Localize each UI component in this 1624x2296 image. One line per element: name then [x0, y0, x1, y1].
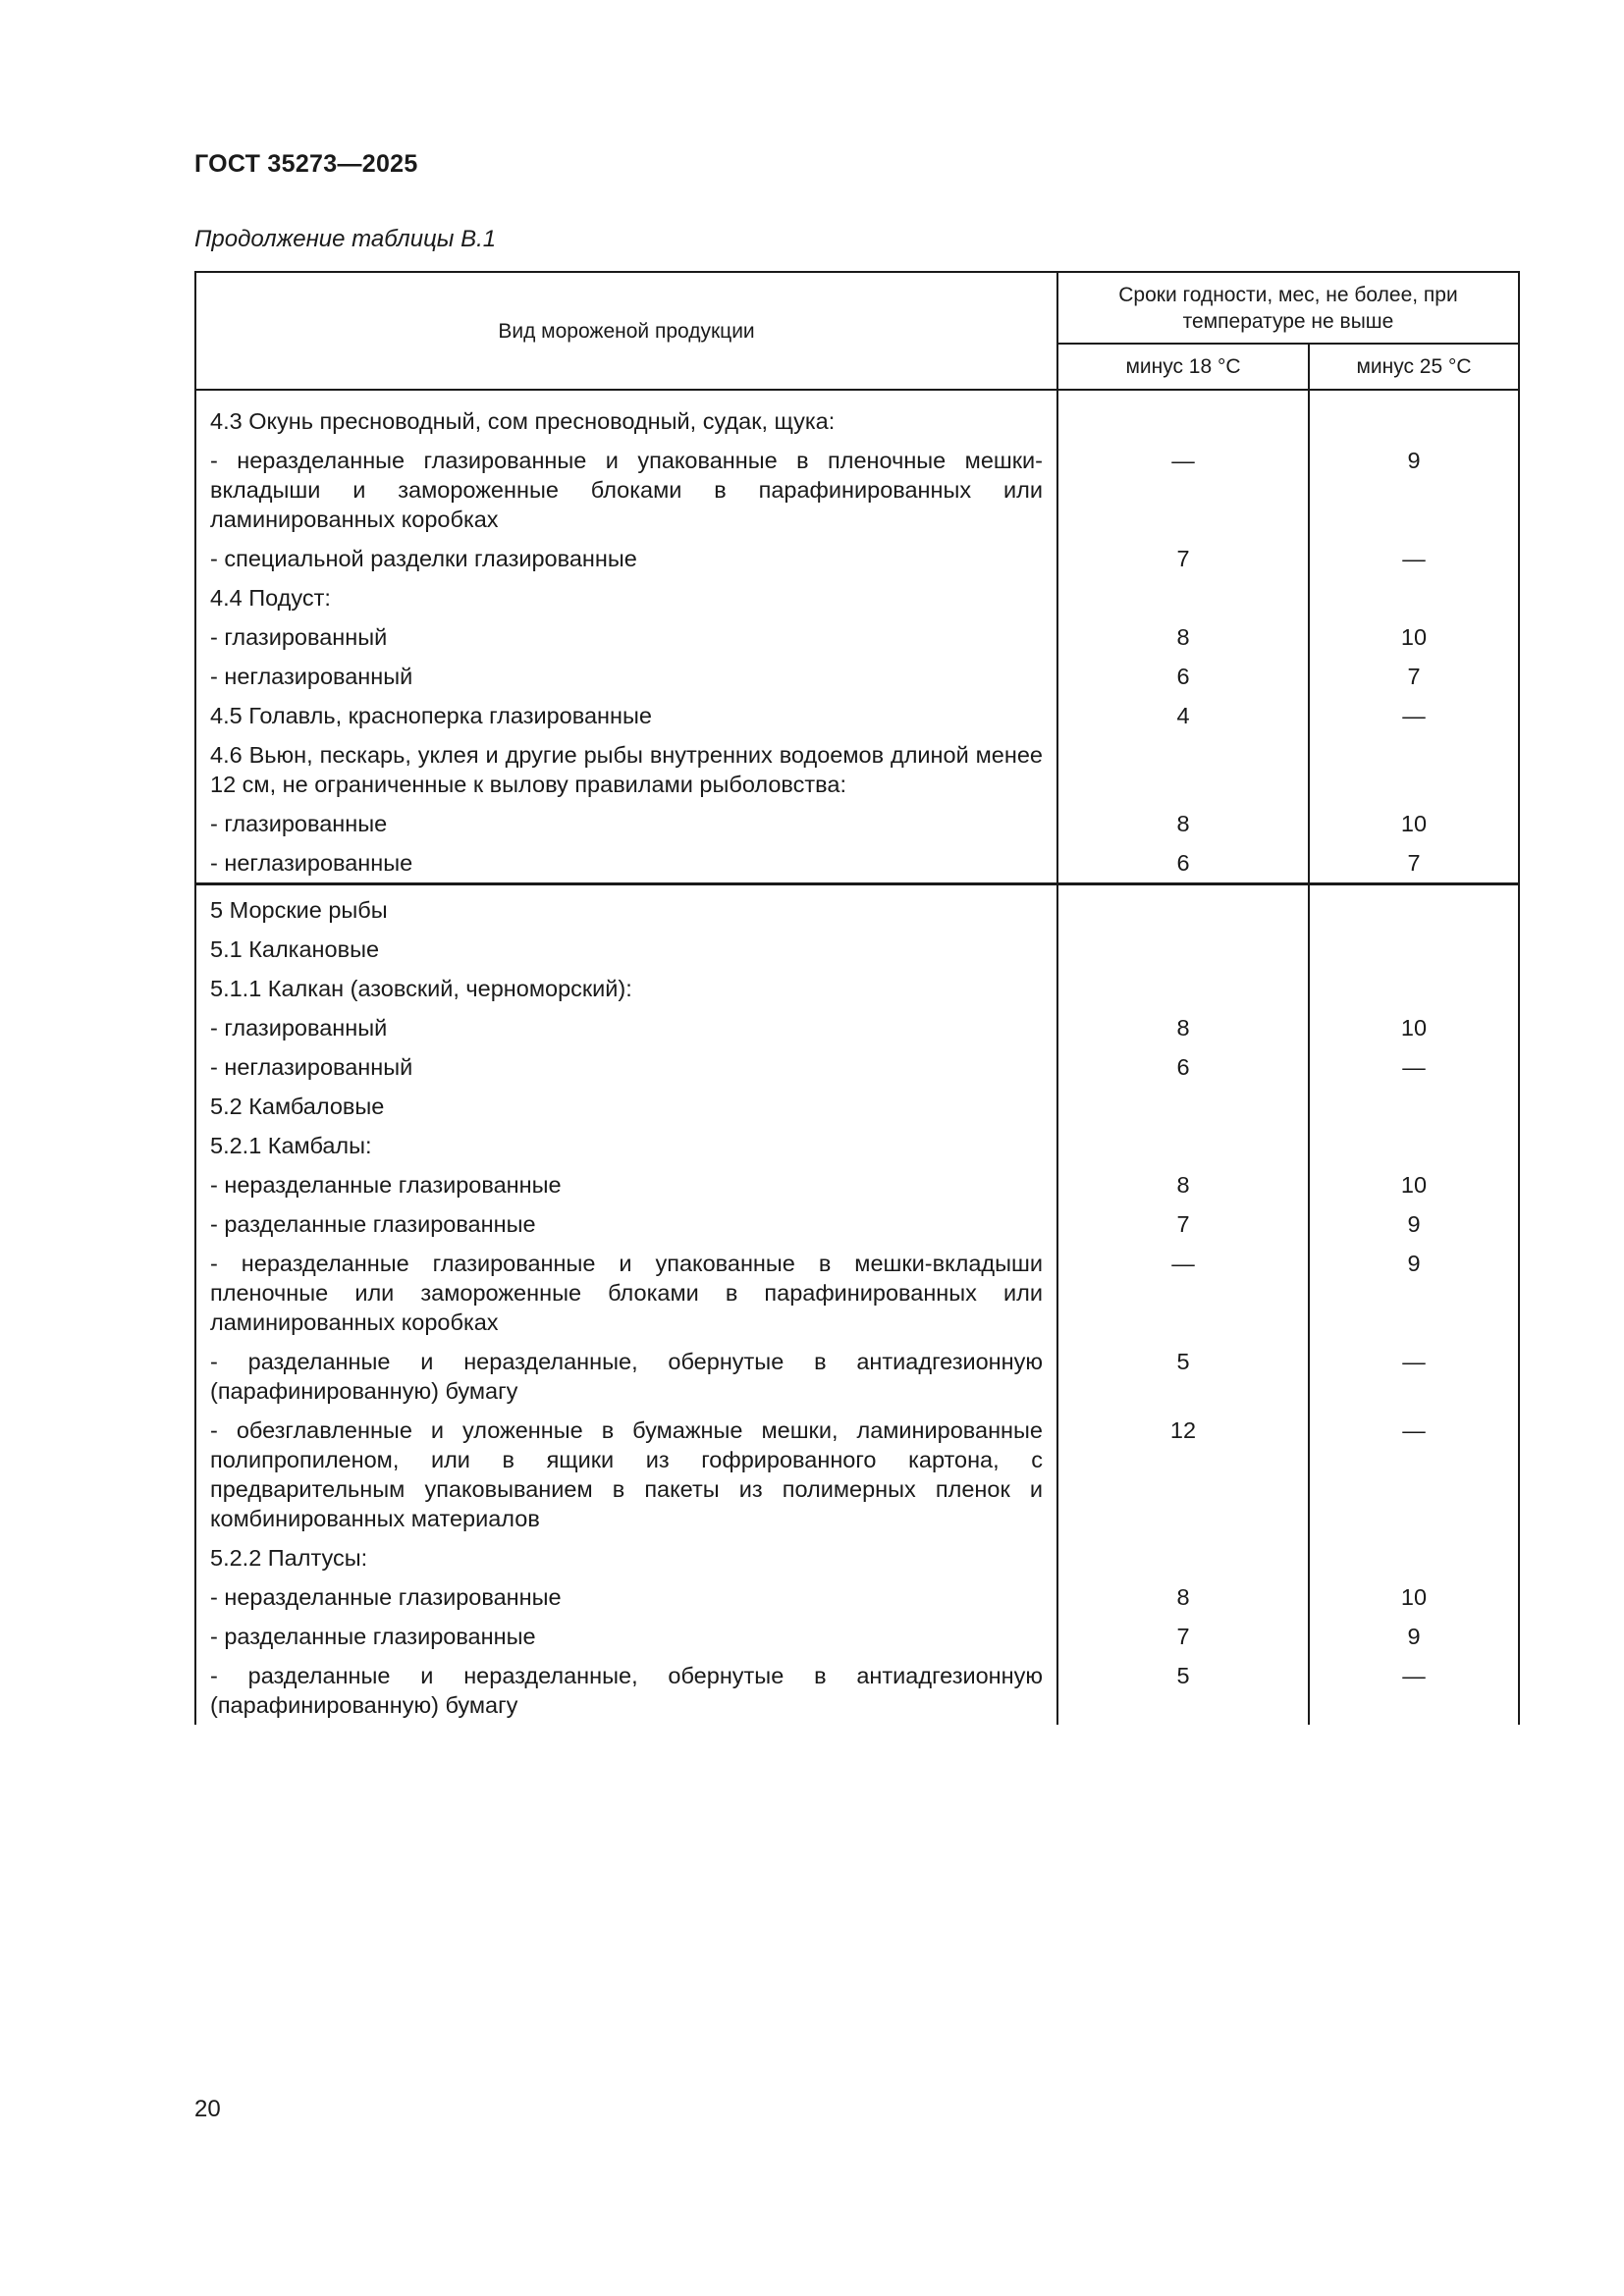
- product-name-cell: 5.2.2 Палтусы:: [195, 1538, 1057, 1577]
- shelf-life-minus-25-cell: —: [1309, 539, 1519, 578]
- table-row: [195, 884, 1519, 931]
- product-name-cell: 4.5 Голавль, красноперка глазированные: [195, 696, 1057, 735]
- shelf-life-minus-25-cell: [1309, 1538, 1519, 1577]
- table-row: [195, 1538, 1519, 1577]
- shelf-life-minus-25-cell: 10: [1309, 804, 1519, 843]
- table-row: [195, 1087, 1519, 1126]
- table-row: [195, 930, 1519, 969]
- table-row: [195, 1244, 1519, 1342]
- table-caption: Продолжение таблицы В.1: [194, 226, 497, 252]
- product-name-cell: - глазированный: [195, 617, 1057, 657]
- table-row: [195, 617, 1519, 657]
- shelf-life-minus-25-cell: [1309, 884, 1519, 931]
- table-row: [195, 969, 1519, 1008]
- shelf-life-minus-18-cell: [1057, 578, 1309, 617]
- shelf-life-minus-25-cell: —: [1309, 1411, 1519, 1538]
- header-minus-25: минус 25 °С: [1309, 344, 1519, 390]
- shelf-life-minus-18-cell: 8: [1057, 804, 1309, 843]
- product-name-cell: 5.1 Калкановые: [195, 930, 1057, 969]
- product-name-cell: - разделанные глазированные: [195, 1617, 1057, 1656]
- table-row: [195, 1165, 1519, 1204]
- product-name-cell: 5.1.1 Калкан (азовский, черноморский):: [195, 969, 1057, 1008]
- shelf-life-minus-25-cell: —: [1309, 1656, 1519, 1725]
- shelf-life-minus-18-cell: [1057, 1126, 1309, 1165]
- product-name-cell: - неразделанные глазированные: [195, 1577, 1057, 1617]
- shelf-life-minus-25-cell: [1309, 1087, 1519, 1126]
- shelf-life-minus-18-cell: 8: [1057, 617, 1309, 657]
- table-header: [195, 272, 1519, 390]
- table-row: [195, 804, 1519, 843]
- shelf-life-minus-25-cell: 9: [1309, 1617, 1519, 1656]
- table-row: [195, 735, 1519, 804]
- product-name-cell: 4.4 Подуст:: [195, 578, 1057, 617]
- product-name-cell: 5 Морские рыбы: [195, 884, 1057, 931]
- shelf-life-minus-18-cell: [1057, 969, 1309, 1008]
- product-name-cell: - глазированный: [195, 1008, 1057, 1047]
- table-row: [195, 441, 1519, 539]
- product-name-cell: - специальной разделки глазированные: [195, 539, 1057, 578]
- shelf-life-minus-18-cell: 6: [1057, 843, 1309, 884]
- table-row: [195, 539, 1519, 578]
- table-row: [195, 1008, 1519, 1047]
- shelf-life-minus-25-cell: [1309, 969, 1519, 1008]
- shelf-life-minus-18-cell: 8: [1057, 1577, 1309, 1617]
- document-code: ГОСТ 35273—2025: [194, 150, 418, 178]
- product-name-cell: - разделанные и неразделанные, обернутые в антиадгезионную (парафинированную) бумагу: [195, 1342, 1057, 1411]
- shelf-life-minus-25-cell: 9: [1309, 1204, 1519, 1244]
- table-row: [195, 843, 1519, 884]
- product-name-cell: - глазированные: [195, 804, 1057, 843]
- product-name-cell: 4.6 Вьюн, пескарь, уклея и другие рыбы внутренних водоемов длиной менее 12 см, не ограниченные к вылову правилами рыболовства:: [195, 735, 1057, 804]
- table-body: [195, 390, 1519, 1725]
- shelf-life-minus-18-cell: —: [1057, 441, 1309, 539]
- shelf-life-minus-18-cell: 8: [1057, 1008, 1309, 1047]
- shelf-life-minus-18-cell: 12: [1057, 1411, 1309, 1538]
- shelf-life-minus-25-cell: 10: [1309, 1165, 1519, 1204]
- product-name-cell: - неразделанные глазированные и упакованные в мешки-вкладыши пленочные или замороженные блоками в парафинированных или ламинированных коробках: [195, 1244, 1057, 1342]
- shelf-life-minus-18-cell: [1057, 390, 1309, 441]
- shelf-life-minus-25-cell: 9: [1309, 441, 1519, 539]
- shelf-life-minus-25-cell: [1309, 390, 1519, 441]
- shelf-life-minus-25-cell: —: [1309, 696, 1519, 735]
- shelf-life-minus-18-cell: 7: [1057, 539, 1309, 578]
- table-row: [195, 578, 1519, 617]
- shelf-life-minus-18-cell: [1057, 930, 1309, 969]
- header-shelf-life: Сроки годности, мес, не более, при температуре не выше: [1057, 272, 1519, 344]
- table-row: [195, 1204, 1519, 1244]
- header-product-kind: Вид мороженой продукции: [195, 272, 1057, 390]
- shelf-life-minus-25-cell: 9: [1309, 1244, 1519, 1342]
- table-row: [195, 696, 1519, 735]
- shelf-life-minus-25-cell: —: [1309, 1047, 1519, 1087]
- shelf-life-minus-25-cell: 7: [1309, 843, 1519, 884]
- shelf-life-minus-25-cell: 7: [1309, 657, 1519, 696]
- shelf-life-minus-25-cell: [1309, 1126, 1519, 1165]
- shelf-life-minus-25-cell: [1309, 735, 1519, 804]
- product-name-cell: 5.2 Камбаловые: [195, 1087, 1057, 1126]
- shelf-life-minus-25-cell: [1309, 930, 1519, 969]
- header-minus-18: минус 18 °С: [1057, 344, 1309, 390]
- product-name-cell: - неглазированные: [195, 843, 1057, 884]
- shelf-life-minus-25-cell: 10: [1309, 1008, 1519, 1047]
- shelf-life-minus-18-cell: 7: [1057, 1617, 1309, 1656]
- shelf-life-minus-25-cell: —: [1309, 1342, 1519, 1411]
- table-row: [195, 1577, 1519, 1617]
- table-row: [195, 1126, 1519, 1165]
- product-name-cell: - неразделанные глазированные: [195, 1165, 1057, 1204]
- shelf-life-minus-18-cell: [1057, 735, 1309, 804]
- table-row: [195, 1047, 1519, 1087]
- shelf-life-minus-25-cell: 10: [1309, 1577, 1519, 1617]
- product-name-cell: - обезглавленные и уложенные в бумажные мешки, ламинированные полипропиленом, или в ящики из гофрированного картона, с предварительным упаковыванием в пакеты из полимерных пленок и комбинированных материалов: [195, 1411, 1057, 1538]
- shelf-life-minus-18-cell: [1057, 1087, 1309, 1126]
- shelf-life-minus-18-cell: 8: [1057, 1165, 1309, 1204]
- shelf-life-minus-18-cell: 7: [1057, 1204, 1309, 1244]
- table-row: [195, 1411, 1519, 1538]
- table-row: [195, 390, 1519, 441]
- product-name-cell: - разделанные и неразделанные, обернутые в антиадгезионную (парафинированную) бумагу: [195, 1656, 1057, 1725]
- shelf-life-minus-18-cell: 5: [1057, 1342, 1309, 1411]
- table-row: [195, 1617, 1519, 1656]
- shelf-life-minus-18-cell: —: [1057, 1244, 1309, 1342]
- shelf-life-minus-18-cell: 6: [1057, 657, 1309, 696]
- product-name-cell: - разделанные глазированные: [195, 1204, 1057, 1244]
- shelf-life-minus-18-cell: 4: [1057, 696, 1309, 735]
- product-name-cell: - неразделанные глазированные и упакованные в пленочные мешки-вкладыши и замороженные блоками в парафинированных или ламинированных коробках: [195, 441, 1057, 539]
- shelf-life-minus-18-cell: 6: [1057, 1047, 1309, 1087]
- shelf-life-table: [194, 271, 1520, 1725]
- table-row: [195, 657, 1519, 696]
- table-row: [195, 1656, 1519, 1725]
- shelf-life-minus-18-cell: [1057, 1538, 1309, 1577]
- shelf-life-minus-25-cell: [1309, 578, 1519, 617]
- product-name-cell: - неглазированный: [195, 1047, 1057, 1087]
- shelf-life-minus-25-cell: 10: [1309, 617, 1519, 657]
- product-name-cell: 4.3 Окунь пресноводный, сом пресноводный, судак, щука:: [195, 390, 1057, 441]
- product-name-cell: - неглазированный: [195, 657, 1057, 696]
- page-number: 20: [194, 2096, 221, 2122]
- table-row: [195, 1342, 1519, 1411]
- shelf-life-minus-18-cell: [1057, 884, 1309, 931]
- product-name-cell: 5.2.1 Камбалы:: [195, 1126, 1057, 1165]
- shelf-life-minus-18-cell: 5: [1057, 1656, 1309, 1725]
